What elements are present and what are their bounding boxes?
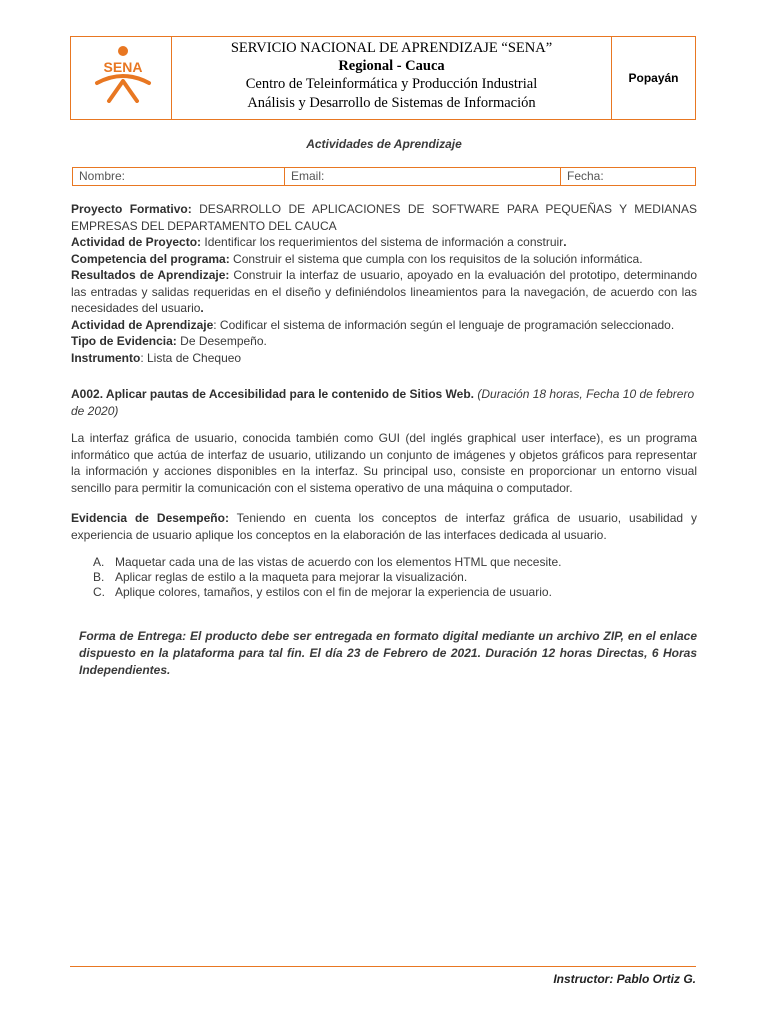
- activity-heading: [71, 386, 697, 419]
- institution-name: SERVICIO NACIONAL DE APRENDIZAJE “SENA”: [230, 40, 553, 56]
- performance-evidence: [71, 510, 697, 543]
- project-activity: Actividad de Proyecto: Identificar los requerimientos del sistema de información a construir.: [71, 235, 567, 249]
- institution-block: [172, 37, 612, 119]
- activity-title: A002. Aplicar pautas de Accesibilidad para le contenido de Sitios Web.: [71, 387, 475, 401]
- instrument: Instrumento: Lista de Chequeo: [71, 350, 242, 365]
- learning-results: Resultados de Aprendizaje: Construir la interfaz de usuario, apoyado en la evaluación del prototipo, determinando las entradas y salidas requeridas en el diseño y definiéndolos lineamientos para la navegación, de acuerdo con las necesidades del usuario.: [71, 268, 698, 315]
- task-list: [93, 555, 561, 600]
- activity-duration: (Duración 18 horas, Fecha 10 de febrero de 2020): [71, 387, 695, 418]
- name-label: Nombre:: [79, 169, 126, 183]
- city-label: Popayán: [628, 71, 679, 85]
- delivery-instructions: Forma de Entrega: El producto debe ser entregada en formato digital mediante un archivo ZIP, en el enlace dispuesto en la plataforma para tal fin. El día 23 de Febrero de 2021. Duración 12 horas Directas, 6 Horas Independientes.: [79, 629, 697, 677]
- project-formative: Proyecto Formativo: DESARROLLO DE APLICACIONES DE SOFTWARE PARA PEQUEÑAS Y MEDIANAS EMPRESAS DEL DEPARTAMENTO DEL CAUCA: [71, 202, 697, 233]
- sena-logo: [93, 43, 153, 103]
- name-field[interactable]: [73, 168, 285, 185]
- evidence-text: Teniendo en cuenta los conceptos de interfaz gráfica de usuario, usabilidad y experiencia de usuario aplique los conceptos en la elaboración de las interfaces dedicada al usuario.: [71, 511, 698, 542]
- email-label: Email:: [291, 169, 325, 183]
- email-field[interactable]: [285, 168, 561, 185]
- center-name: Centro de Teleinformática y Producción Industrial: [245, 76, 538, 92]
- evidence-type: Tipo de Evidencia: De Desempeño.: [71, 334, 267, 348]
- program-competence: Competencia del programa: Construir el sistema que cumpla con los requisitos de la solución informática.: [71, 251, 643, 266]
- learning-activity: Actividad de Aprendizaje: Codificar el sistema de información según el lenguaje de programación seleccionado.: [71, 317, 675, 332]
- intro-paragraph: La interfaz gráfica de usuario, conocida también como GUI (del inglés graphical user interface), es un programa informático que actúa de interfaz de usuario, utilizando un conjunto de imágenes y objetos gráficos para representar la información y acciones disponibles en la interfaz. Su principal uso, consiste en proporcionar un entorno visual sencillo para permitir la comunicación con el sistema operativo de una máquina o computador.: [71, 431, 697, 495]
- date-field[interactable]: [561, 168, 695, 185]
- regional-name: Regional - Cauca: [338, 58, 445, 74]
- evidence-label: Evidencia de Desempeño:: [71, 511, 229, 525]
- list-item: A. Maquetar cada una de las vistas de acuerdo con los elementos HTML que necesite.: [93, 555, 562, 569]
- document-header: [70, 36, 696, 120]
- section-title: Actividades de Aprendizaje: [306, 137, 462, 151]
- project-details: [71, 201, 697, 366]
- logo-cell: [71, 37, 172, 119]
- student-info-row: [72, 167, 696, 186]
- instructor-name: Instructor: Pablo Ortiz G.: [553, 972, 696, 986]
- list-item: C. Aplique colores, tamaños, y estilos con el fin de mejorar la experiencia de usuario.: [93, 585, 552, 599]
- date-label: Fecha:: [567, 169, 604, 183]
- list-item: B. Aplicar reglas de estilo a la maqueta para mejorar la visualización.: [93, 570, 468, 584]
- footer-divider: [70, 966, 696, 967]
- program-name: Análisis y Desarrollo de Sistemas de Información: [247, 95, 536, 111]
- logo-wordmark: SENA: [103, 59, 143, 75]
- city-cell: [612, 37, 695, 119]
